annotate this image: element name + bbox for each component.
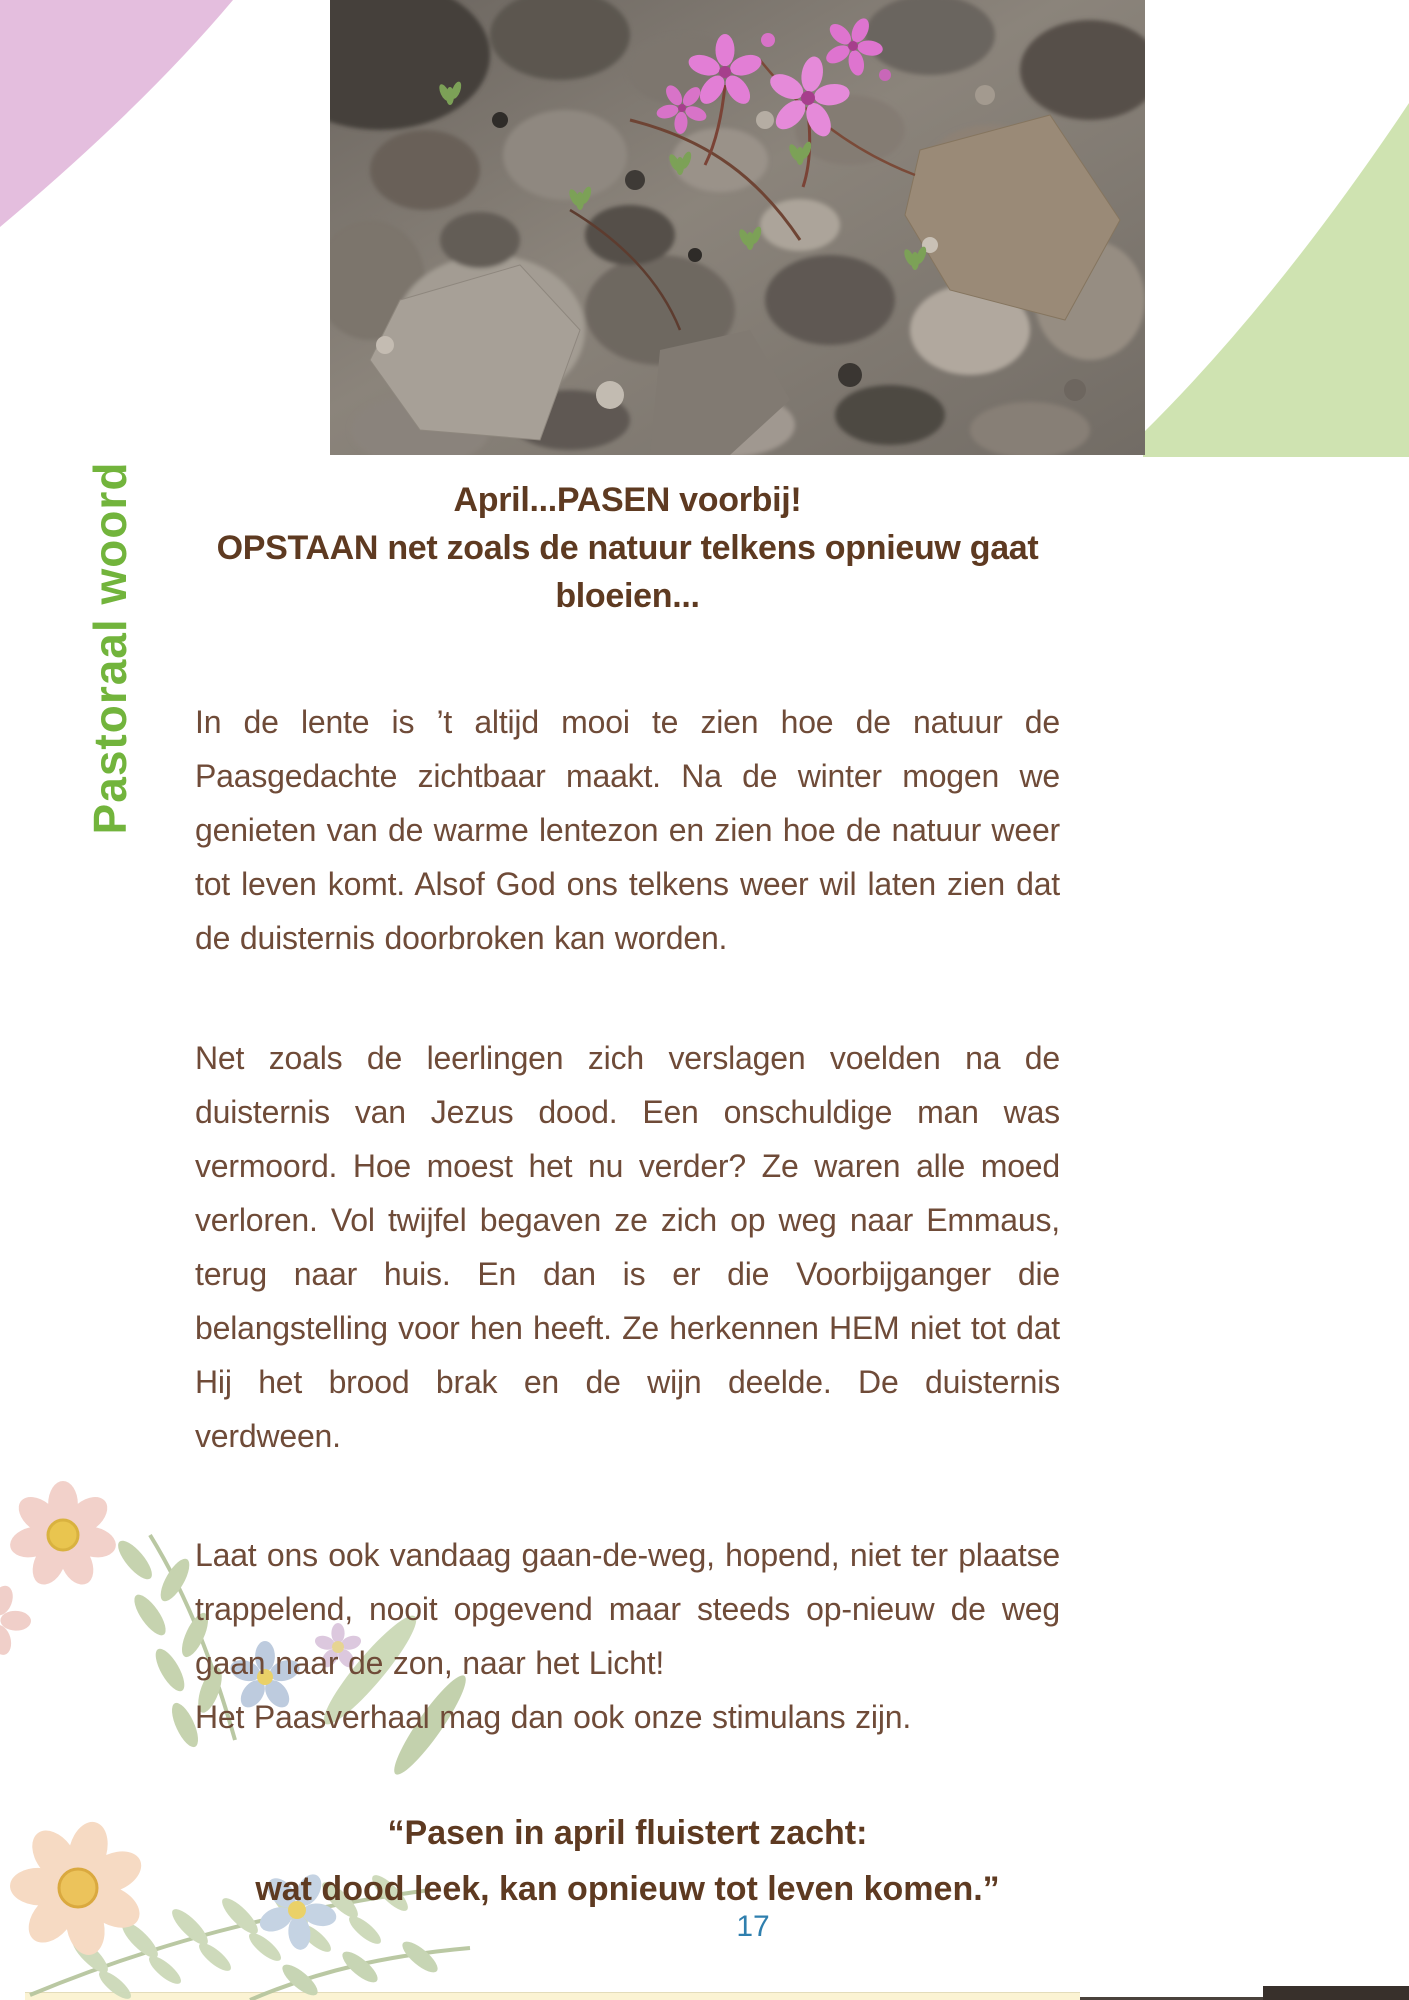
- peach-watercolor-flower: [9, 1817, 147, 1958]
- page-title: [155, 476, 1100, 620]
- title-line-1: April...PASEN voorbij!: [453, 481, 802, 519]
- bottom-right-dark-corner: [1263, 1986, 1409, 2000]
- quote-line-1: “Pasen in april fluistert zacht:: [387, 1814, 868, 1852]
- paragraph-4: Het Paasverhaal mag dan ook onze stimulans zijn.: [195, 1699, 912, 1735]
- paragraph-1: In de lente is ’t altijd mooi te zien hoe de natuur de Paasgedachte zichtbaar maakt. Na de winter mogen we genieten van de warme lentezon en zien hoe de natuur weer tot leven komt. Alsof God ons telkens weer wil laten zien dat de duisternis doorbroken kan worden.: [195, 704, 1060, 956]
- closing-quote: [155, 1805, 1100, 1917]
- section-title-vertical: Pastoraal woord: [84, 461, 136, 835]
- title-line-3: bloeien...: [555, 577, 700, 615]
- rocks-flowers-image: [330, 0, 1145, 455]
- paragraph-3: Laat ons ook vandaag gaan-de-weg, hopend, niet ter plaatse trappelend, nooit opgevend maar steeds op-nieuw de weg gaan naar de zon, naar het Licht!: [195, 1537, 1060, 1681]
- green-corner-blob: [1143, 95, 1409, 457]
- pink-corner-blob: [0, 0, 240, 236]
- title-line-2: OPSTAAN net zoals de natuur telkens opnieuw gaat: [216, 529, 1039, 567]
- pink-watercolor-flower: [7, 1481, 119, 1590]
- main-text-column: [195, 460, 1060, 1917]
- page-number: 17: [736, 1910, 770, 1943]
- quote-line-2: wat dood leek, kan opnieuw tot leven komen.”: [255, 1870, 1000, 1908]
- paragraph-2: Net zoals de leerlingen zich verslagen voelden na de duisternis van Jezus dood. Een onschuldige man was vermoord. Hoe moest het nu verder? Ze waren alle moed verloren. Vol twijfel begaven ze zich op weg naar Emmaus, terug naar huis. En dan is er die Voorbijganger die belangstelling voor hen heeft. Ze herkennen HEM niet tot dat Hij het brood brak en de wijn deelde. De duisternis verdween.: [195, 1040, 1060, 1454]
- header-photo: [330, 0, 1145, 455]
